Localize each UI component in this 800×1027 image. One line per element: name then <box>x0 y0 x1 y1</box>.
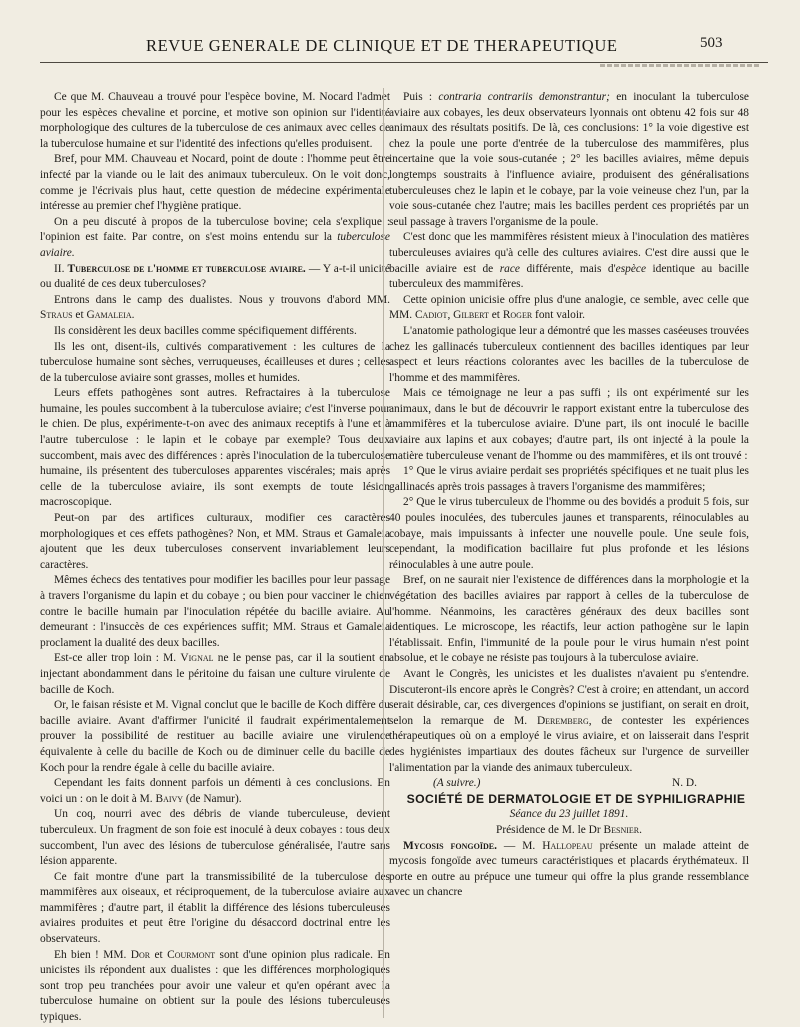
text-run: présente un malade atteint de mycosis fongoïde avec tumeurs caractéristiques et placards érythémateux. Il porte en outre au prépuce une tumeur qui offre la plus grande ressemblance avec un chancre <box>389 839 749 899</box>
author-name: Courmont <box>167 948 216 961</box>
text-run: Avant le Congrès, les unicistes et les dualistes n'avaient pu s'entendre. Discuteront-ils encore après le Congrès? C'est à croire; en attendant, un accord serait désirable, car, ces divergences d'opinions se justifiant, on serait en droit, selon la remarque de M. <box>389 667 749 727</box>
paragraph: Ils les ont, disent-ils, cultivés comparativement : les cultures de la tuberculose humaine sont sèches, verruqueuses, écailleuses et dures ; celles de la tuberculose aviaire sont grasses, molles et humides. <box>40 340 390 384</box>
text-run: et <box>72 309 87 322</box>
author-name: Gamaleia. <box>86 309 135 322</box>
paragraph <box>389 293 749 324</box>
paragraph: Or, le faisan résiste et M. Vignal conclut que le bacille de Koch diffère du bacille aviaire. Avant d'affirmer l'unicité il faudrait expérimentalement prouver la possibilité de restituer au bacille aviaire une virulence équivalente à celle du bacille de Koch ou de diminuer celle du bacille de Koch pour la rendre égale à celle du bacille aviaire. <box>40 699 390 774</box>
page-header <box>0 30 800 62</box>
paragraph: L'anatomie pathologique leur a démontré que les masses caséeuses trouvées chez les gallinacés tuberculeux contiennent des bacilles identiques par leur aspect et leurs réactions colorantes avec les bacilles de la tuberculose de l'homme et des mammifères. <box>389 324 749 384</box>
text-run: Entrons dans le camp des dualistes. Nous y trouvons d'abord MM. <box>54 293 390 306</box>
text-run: Présidence de M. le Dr <box>496 823 604 836</box>
text-run: font valoir. <box>532 309 586 322</box>
paragraph: Bref, pour MM. Chauveau et Nocard, point de doute : l'homme peut être infecté par la viande ou le lait des animaux tuberculeux. On le voit donc, comme je l'écrivais plus haut, cette question de médecine expérimentale intéresse au premier chef l'hygiène pratique. <box>40 153 390 213</box>
text-run: — Y a-t-il unicité ou dualité de ces deux tuberculoses? <box>40 262 390 291</box>
paragraph <box>389 839 749 901</box>
paragraph: Ce fait montre d'une part la transmissibilité de la tuberculose des mammifères aux oiseaux, et réciproquement, de la tuberculose aviaire aux mammifères ; d'autre part, il établit la différence des lésions tuberculeuses aviaires produites et peut être l'origine du désaccord doctrinal entre les observateurs. <box>40 870 390 946</box>
italic-run: contraria contrariis demonstrantur; <box>438 91 610 103</box>
left-column <box>40 90 390 1026</box>
header-ornament <box>600 64 760 67</box>
header-rule <box>40 62 768 63</box>
text-run: et <box>488 309 503 322</box>
right-column <box>389 90 749 901</box>
text-run: II. <box>54 262 68 275</box>
author-name: Dor <box>130 948 151 961</box>
text-run: différente, mais d' <box>519 262 616 275</box>
paragraph <box>40 948 390 1026</box>
author-name: Roger <box>502 309 533 322</box>
text-run: , <box>447 309 454 322</box>
author-name: Gilbert <box>453 309 489 322</box>
page-number: 503 <box>700 35 723 51</box>
author-name: Besnier. <box>603 823 642 836</box>
text-run: Puis : <box>403 91 439 103</box>
paragraph <box>40 293 390 324</box>
section-title: SOCIÉTÉ DE DERMATOLOGIE ET DE SYPHILIGRAPHIE <box>406 791 746 806</box>
author-initials: N. D. <box>672 777 697 790</box>
italic-run: espèce <box>615 262 647 275</box>
paragraph: Mêmes échecs des tentatives pour modifier les bacilles pour leur passage à travers l'organisme du lapin et du cobaye ; ou bien pour vacciner le chien contre le bacille humain par l'inoculation répétée du bacille aviaire. Au demeurant : l'insuccès de ces expériences suffit; MM. Straus et Gamaleia proclament la dualité des deux bacilles. <box>40 574 390 649</box>
paragraph <box>40 776 390 807</box>
paragraph: Ils considèrent les deux bacilles comme spécifiquement différents. <box>54 324 357 337</box>
paragraph <box>389 90 749 230</box>
author-name: Straus <box>40 309 73 322</box>
session-date: Séance du 23 juillet 1891. <box>509 808 629 821</box>
paragraph <box>40 651 390 698</box>
text-run: Cependant les faits donnent parfois un démenti à ces conclusions. En voici un : on le doit à M. <box>40 777 390 805</box>
paragraph <box>40 215 390 262</box>
paragraph: Un coq, nourri avec des débris de viande tuberculeuse, devient tuberculeux. Un fragment de son foie est inoculé à deux cobayes : tous deux succombent, l'un avec des lésions de tuberculose généralisée, l'autre sans lésion apparente. <box>40 808 390 868</box>
text-run: (de Namur). <box>183 792 242 805</box>
presidency-line <box>389 823 749 839</box>
author-name: Baivy <box>155 792 184 805</box>
bold-run: Mycosis fongoïde. <box>403 839 497 852</box>
text-run: On a peu discuté à propos de la tuberculose bovine; cela s'explique : l'opinion est faite. Par contre, on s'est moins entendu sur la <box>40 215 390 244</box>
text-run: — M. <box>496 839 543 852</box>
column-divider <box>383 88 384 1018</box>
section-subheading <box>40 262 390 293</box>
paragraph: Mais ce témoignage ne leur a pas suffi ; ils ont expérimenté sur les animaux, dans le but de découvrir le rapport existant entre la tuberculose des mammifères et la tuberculose aviaire. D'une part, ils ont inoculé le bacille aviaire aux lapins et aux cobayes; d'autre part, ils ont injecté à la poule la matière tuberculeuse venant de l'homme ou des mammifères, et ils ont trouvé : <box>389 387 749 462</box>
running-title: REVUE GENERALE DE CLINIQUE ET DE THERAPEUTIQUE <box>146 36 618 55</box>
author-name: Vignal <box>180 652 214 665</box>
text-run: C'est donc que les mammifères résistent mieux à l'inoculation des matières tuberculeuses aviaires qu'à celle des cultures aviaires. C'est dire aussi que le bacille aviaire est de <box>389 231 749 275</box>
text-run: ne le pense pas, car il la soutient en injectant abondamment dans le péritoine du faisan une culture virulente de bacille de Koch. <box>40 652 390 696</box>
text-run: en inoculant la tuberculose aviaire aux cobayes, les deux observateurs lyonnais ont obtenu 42 fois sur 48 animaux des résultats positifs. De là, ces conclusions: 1° la voie digestive est chez la poule une porte d'entrée de la tuberculose des mammifères, plus incertaine que la voie sous-cutanée ; 2° les bacilles aviaires, même depuis longtemps soustraits à l'influence aviaire, produisent des généralisations tuberculeuses chez le lapin et le cobaye, par la voie veineuse chez l'un, par la voie sous-cutanée chez l'autre; mais les bacilles perdent ces propriétés par un seul passage à travers l'organisme de la poule. <box>389 91 749 228</box>
text-run: Eh bien ! MM. <box>54 948 131 961</box>
italic-run: tuberculose aviaire. <box>40 231 390 259</box>
text-run: Est-ce aller trop loin : M. <box>54 652 181 665</box>
paragraph: 1° Que le virus aviaire perdait ses propriétés spécifiques et ne tuait plus les gallinacés après trois passages à travers l'organisme des mammifères; <box>389 465 749 493</box>
paragraph: Bref, on ne saurait nier l'existence de différences dans la morphologie et la végétation des bacilles aviaires par rapport à celles de la tuberculose de l'homme. Néanmoins, les caractères généraux des deux bacilles sont identiques. Le microscope, les réactifs, leur action pathogène sur le lapin l'établissait. Enfin, l'immunité de la poule pour le virus humain n'est point absolue, et le cobaye ne résiste pas toujours à la tuberculose aviaire. <box>389 574 749 665</box>
text-run: identique au bacille tuberculeux des mammifères. <box>389 262 749 291</box>
text-run: sont d'une opinion plus radicale. En unicistes ils répondent aux dualistes : que les différences morphologiques sont trop peu tranchées pour avoir une valeur et qu'en opérant avec la tuberculose humaine on obtient sur la poule des lésions tuberculeuses typiques. <box>40 948 391 1024</box>
paragraph <box>389 667 749 776</box>
paragraph: Peut-on par des artifices culturaux, modifier ces caractères morphologiques et ces effets pathogènes? Non, et MM. Straus et Gamaleia ajoutent que les deux tuberculoses conservent invariablement leurs caractères. <box>40 512 390 571</box>
to-be-continued: (A suivre.) <box>433 777 481 790</box>
paragraph <box>389 230 749 292</box>
text-run: Cette opinion unicisie offre plus d'une analogie, ce semble, avec celle que MM. <box>389 293 749 322</box>
italic-run: race <box>499 262 520 275</box>
paragraph: Ce que M. Chauveau a trouvé pour l'espèce bovine, M. Nocard l'admet pour les espèces chevaline et porcine, et motive son opinion sur l'identité morphologique des cultures de la tuberculose de ces animaux avec celles de la tuberculose humaine et sur l'identité des infections qu'elles produisent. <box>40 91 390 150</box>
paragraph: Leurs effets pathogènes sont autres. Refractaires à la tuberculose humaine, les poules succombent à la tuberculose aviaire; c'est l'inverse pour le chien. De plus, expérimente-t-on avec des animaux receptifs à l'une et à l'autre tuberculose : le lapin et le cobaye par exemple? Tous deux succombent, mais avec des différences : après l'inoculation de la tuberculose humaine, ils présentent des tuberculoses apparentes viscérales; mais après celle de la tuberculose aviaire, ils sont exempts de toute lésion macroscopique. <box>40 387 390 509</box>
signature-line <box>389 776 749 792</box>
text-run: , de contester les expériences thérapeutiques où on a employé le virus aviaire, et on laisserait dans l'esprit des hygiénistes impartiaux des doutes fâcheux sur l'urgence de surveiller l'alimentation par la viande des animaux tuberculeux. <box>389 714 750 774</box>
author-name: Cadiot <box>414 309 448 322</box>
text-run: et <box>150 948 168 961</box>
author-name: Deremberg <box>536 714 589 727</box>
bold-run: Tuberculose de l'homme et tuberculose aviaire. <box>67 262 306 275</box>
author-name: Hallopeau <box>542 839 593 852</box>
paragraph: 2° Que le virus tuberculeux de l'homme ou des bovidés a produit 5 fois, sur 40 poules inoculées, des tubercules jaunes et transparents, réinoculables au cobaye, mais impuissants à infecter une nouvelle poule. Une seule fois, cependant, la modification bacillaire fut plus profonde et les lésions réinoculables à une autre poule. <box>389 496 749 571</box>
